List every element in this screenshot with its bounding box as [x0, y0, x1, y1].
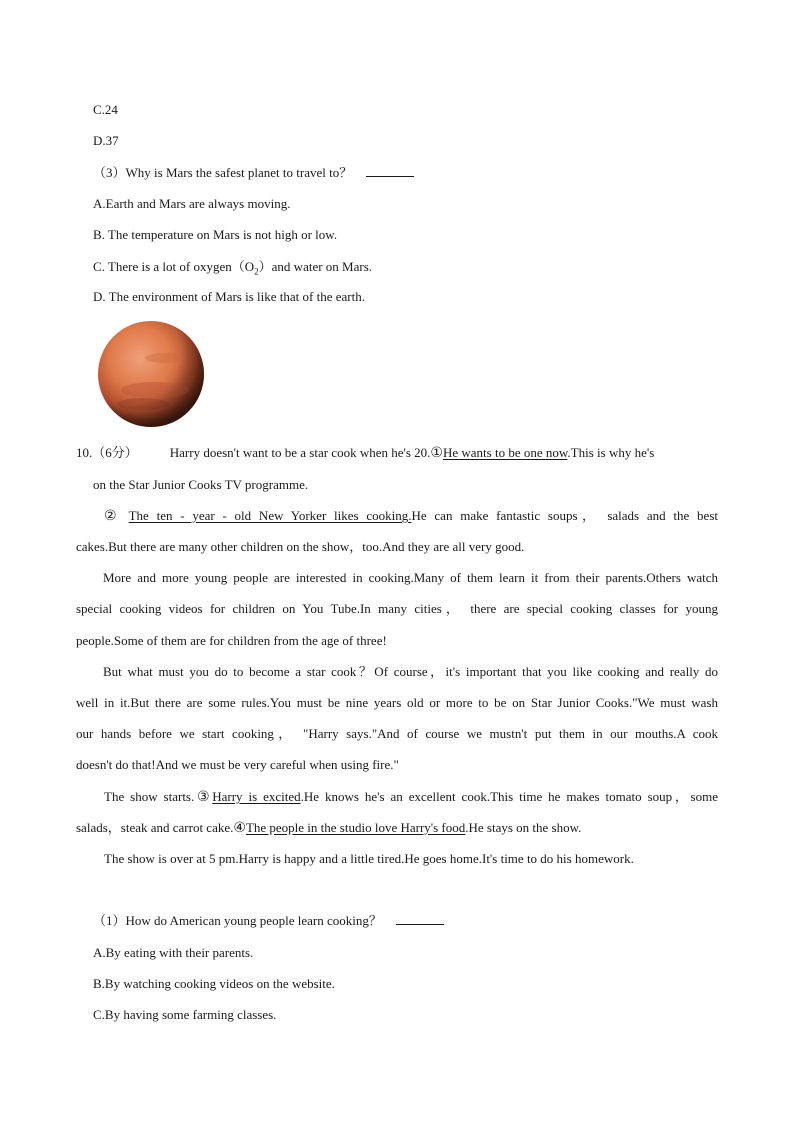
q10-paragraph-3-line-2: special cooking videos for children on You Tube.In many cities， there are special cooking classes for young — [76, 601, 718, 616]
q10-paragraph-4-line-3: our hands before we start cooking， "Harry says."And of course we mustn't put them in our mouths.A cook — [76, 726, 718, 741]
answer-blank — [366, 164, 414, 177]
answer-blank — [396, 912, 444, 925]
q10-paragraph-4-line-2: well in it.But there are some rules.You must be nine years old or more to be on Star Junior Cooks."We must wash — [76, 695, 718, 710]
passage-text: Harry doesn't want to be a star cook when he's 20. — [169, 445, 431, 460]
q10-sub1-question — [93, 912, 444, 930]
q10-paragraph-5-line-1 — [76, 788, 718, 806]
passage-text: The show starts. — [104, 789, 195, 804]
q10-paragraph-6: The show is over at 5 pm.Harry is happy and a little tired.He goes home.It's time to do his homework. — [104, 851, 634, 866]
option-c-text-end: ）and water on Mars. — [258, 259, 373, 274]
q10-paragraph-5-line-2 — [76, 819, 581, 837]
question-number: 10.（6分） — [76, 445, 138, 460]
passage-text: .This is why he's — [567, 445, 655, 460]
mars-planet-image — [95, 318, 207, 430]
marker-1: ① — [430, 445, 443, 461]
q9-sub3-option-d: D. The environment of Mars is like that of the earth. — [93, 289, 365, 304]
passage-text: salads，steak and carrot cake. — [76, 820, 234, 835]
underlined-sentence-2: The ten - year - old New Yorker likes cooking. — [128, 508, 412, 523]
question-text: （3）Why is Mars the safest planet to travel to？ — [93, 165, 353, 180]
passage-text: He can make fantastic soups， salads and the best — [411, 508, 718, 523]
q9-sub3-question — [93, 164, 414, 182]
question-text: （1）How do American young people learn cooking？ — [93, 913, 382, 928]
q10-paragraph-3-line-3: people.Some of them are for children from the age of three! — [76, 633, 387, 648]
q9-sub3-option-c — [93, 258, 372, 281]
q10-sub1-option-a: A.By eating with their parents. — [93, 945, 254, 960]
q10-paragraph-1-line-2: on the Star Junior Cooks TV programme. — [93, 477, 309, 492]
q10-paragraph-4-line-1: But what must you do to become a star cook？Of course，it's important that you like cooking and really do — [103, 664, 718, 679]
q9-sub3-option-b: B. The temperature on Mars is not high or low. — [93, 227, 338, 242]
q10-sub1-option-b: B.By watching cooking videos on the website. — [93, 976, 335, 991]
q10-paragraph-4-line-4: doesn't do that!And we must be very careful when using fire." — [76, 757, 399, 772]
marker-2: ② — [104, 508, 122, 524]
marker-4: ④ — [233, 820, 246, 836]
passage-text: .He stays on the show. — [465, 820, 582, 835]
q10-paragraph-2 — [76, 507, 718, 525]
passage-text: .He knows he's an excellent cook.This time he makes tomato soup，some — [300, 789, 718, 804]
q10-paragraph-2-line-2: cakes.But there are many other children on the show，too.And they are all very good. — [76, 539, 525, 554]
underlined-sentence-4: The people in the studio love Harry's food — [245, 820, 466, 835]
underlined-sentence-1: He wants to be one now — [442, 445, 568, 460]
q9-option-c: C.24 — [93, 102, 118, 117]
marker-3: ③ — [194, 789, 213, 805]
underlined-sentence-3: Harry is excited — [212, 789, 301, 804]
option-c-text: C. There is a lot of oxygen（O — [93, 259, 255, 274]
q10-paragraph-1 — [76, 444, 654, 462]
q10-sub1-option-c: C.By having some farming classes. — [93, 1007, 277, 1022]
q10-paragraph-3-line-1: More and more young people are interested in cooking.Many of them learn it from their parents.Others watch — [103, 570, 718, 585]
subscript-two: 2 — [254, 266, 259, 277]
q9-option-d: D.37 — [93, 133, 119, 148]
q9-sub3-option-a: A.Earth and Mars are always moving. — [93, 196, 291, 211]
